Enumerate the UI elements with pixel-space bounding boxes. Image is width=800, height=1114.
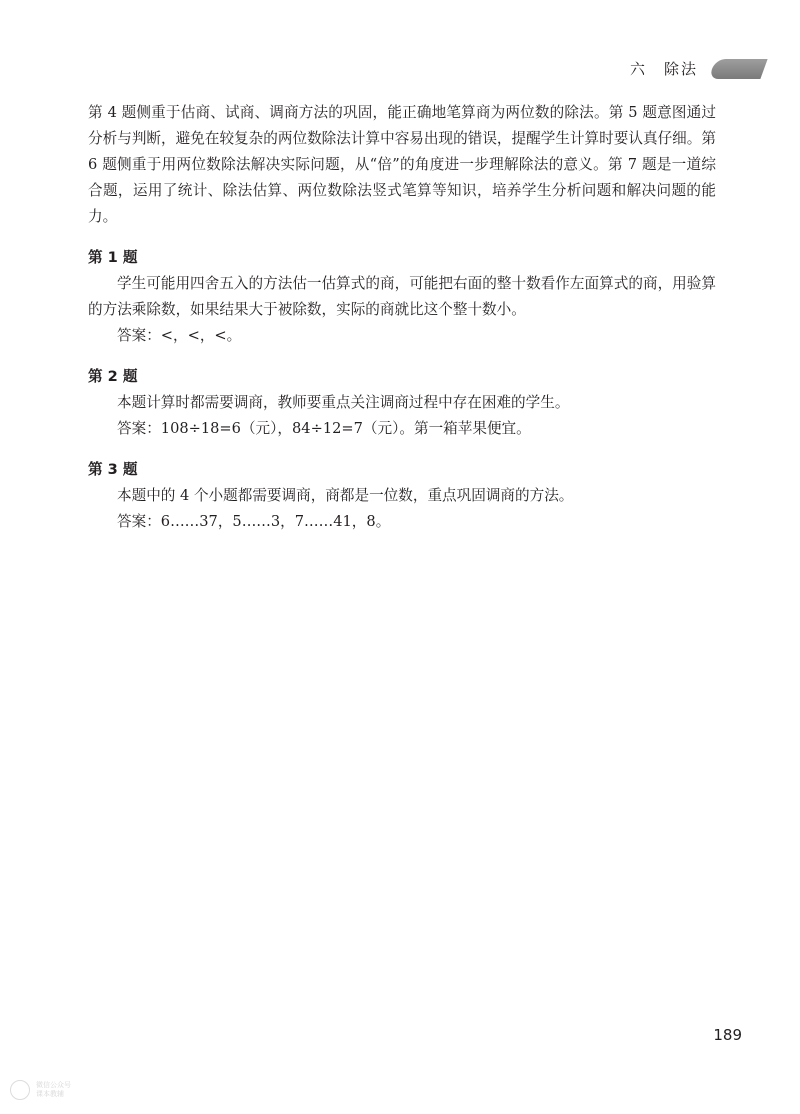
section-body: 学生可能用四舍五入的方法估一估算式的商，可能把右面的整十数看作左面算式的商，用验算的方法乘除数，如果结果大于被除数，实际的商就比这个整十数小。 [88,275,716,318]
section-answer: 答案：6……37，5……3，7……41，8。 [117,513,391,530]
chapter-tab-decoration [708,59,767,79]
watermark-line-2: 课本教辅 [36,1090,64,1098]
section-2 [88,364,716,442]
watermark-line-1: 微信公众号 [36,1081,71,1089]
section-body: 本题计算时都需要调商，教师要重点关注调商过程中存在困难的学生。 [117,394,570,411]
section-title: 第 3 题 [88,461,138,478]
page-content [88,100,716,535]
section-1 [88,245,716,349]
page-header [630,58,756,79]
section-title: 第 2 题 [88,368,138,385]
watermark-logo-icon [10,1080,30,1100]
intro-paragraph: 第 4 题侧重于估商、试商、调商方法的巩固，能正确地笔算商为两位数的除法。第 5 题意图通过分析与判断，避免在较复杂的两位数除法计算中容易出现的错误，提醒学生计算时要认真仔细。第 6 题侧重于用两位数除法解决实际问题，从“倍”的角度进一步理解除法的意义。第 7 题是一道综合题，运用了统计、除法估算、两位数除法竖式笔算等知识，培养学生分析问题和解决问题的能力。 [88,104,716,225]
section-answer: 答案：<，<，<。 [117,327,242,344]
chapter-title: 六 除法 [629,60,698,78]
section-title: 第 1 题 [88,249,138,266]
watermark-text [36,1081,71,1099]
section-answer: 答案：108÷18=6（元），84÷12=7（元）。第一箱苹果便宜。 [117,420,531,437]
page-number: 189 [713,1026,742,1044]
watermark [10,1080,71,1100]
section-3 [88,457,716,535]
section-body: 本题中的 4 个小题都需要调商，商都是一位数，重点巩固调商的方法。 [117,487,574,504]
